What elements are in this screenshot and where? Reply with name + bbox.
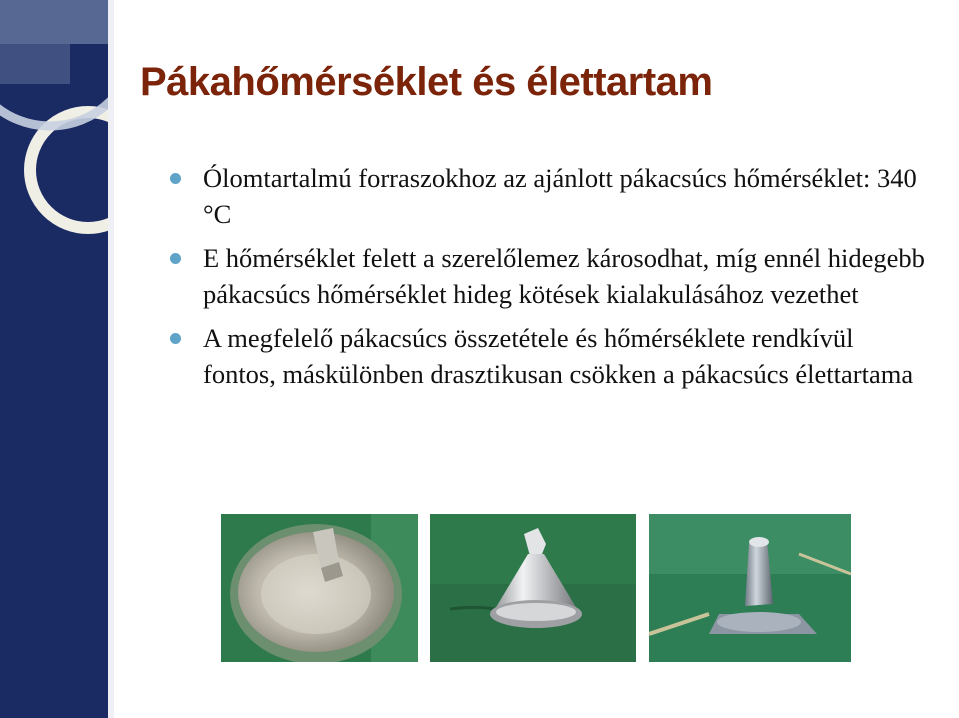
overheated-solder-joint-photo [649,514,851,662]
bullet-dot-icon [170,333,181,344]
bullet-item [170,320,930,392]
sidebar-decoration [0,0,112,718]
cold-solder-joint-photo [221,514,418,662]
bullet-item [170,160,930,232]
bullet-text: Ólomtartalmú forraszokhoz az ajánlott pákacsúcs hőmérséklet: 340 °C [203,163,917,229]
bullet-item [170,240,930,312]
good-solder-joint-photo [430,514,636,662]
bullet-text: E hőmérséklet felett a szerelőlemez károsodhat, míg ennél hidegebb pákacsúcs hőmérséklet hideg kötések kialakulásához vezethet [203,243,925,309]
bullet-text: A megfelelő pákacsúcs összetétele és hőmérséklete rendkívül fontos, máskülönben drasztikusan csökken a pákacsúcs élettartama [203,323,914,389]
bullet-dot-icon [170,253,181,264]
bullet-dot-icon [170,173,181,184]
sidebar-divider [108,0,114,718]
slide-title: Pákahőmérséklet és élettartam [140,60,713,104]
solder-joint-photos [221,514,851,662]
sidebar-arc-ornament [0,0,112,718]
bullet-list [170,160,930,400]
